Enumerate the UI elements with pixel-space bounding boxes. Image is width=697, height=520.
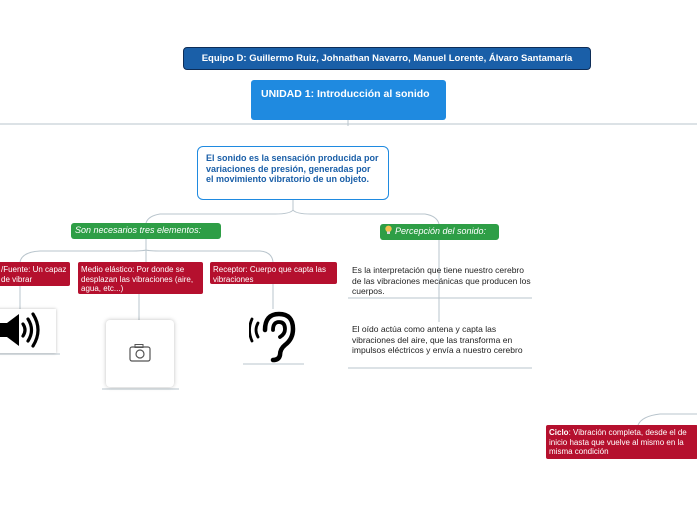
speaker-image[interactable] xyxy=(0,309,56,353)
lightbulb-icon xyxy=(384,225,393,235)
receptor-image[interactable] xyxy=(249,309,299,363)
perception-branch[interactable] xyxy=(380,224,499,240)
receptor-element-text: Receptor: Cuerpo que capta las vibraciones xyxy=(213,265,326,284)
image-placeholder[interactable] xyxy=(106,320,174,387)
definition-text: El sonido es la sensación producida por variaciones de presión, generadas por el movimiento vibratorio de un objeto. xyxy=(206,153,379,184)
perception-item-1[interactable] xyxy=(352,265,532,297)
cycle-text: : Vibración completa, desde el de inicio hasta que vuelve al mismo en la misma condición xyxy=(549,428,687,456)
elements-label: Son necesarios tres elementos: xyxy=(75,225,202,235)
speaker-icon xyxy=(0,309,56,353)
camera-icon xyxy=(106,320,174,387)
perception-item-2-text: El oído actúa como antena y capta las vibraciones del aire, que las transforma en impulsos eléctricos y envía a nuestro cerebro xyxy=(352,324,523,355)
receptor-element-node[interactable] xyxy=(210,262,337,284)
cycle-node[interactable] xyxy=(546,425,697,459)
source-element-text: /Fuente: Un capaz de vibrar xyxy=(1,265,67,284)
definition-node[interactable] xyxy=(197,146,389,200)
team-banner[interactable] xyxy=(183,47,591,70)
hearing-ear-icon xyxy=(249,309,299,363)
unit-title: UNIDAD 1: Introducción al sonido xyxy=(261,88,430,100)
cycle-term: Ciclo xyxy=(549,428,569,437)
perception-item-2[interactable] xyxy=(352,324,532,356)
central-topic-unit[interactable] xyxy=(251,80,446,120)
medium-element-text: Medio elástico: Por donde se desplazan las vibraciones (aire, agua, etc...) xyxy=(81,265,194,293)
perception-label: Percepción del sonido: xyxy=(395,226,487,236)
medium-element-node[interactable] xyxy=(78,262,203,294)
team-label: Equipo D: Guillermo Ruiz, Johnathan Navarro, Manuel Lorente, Álvaro Santamaría xyxy=(201,53,573,64)
perception-item-1-text: Es la interpretación que tiene nuestro cerebro de las vibraciones mecánicas que producen los cuerpos. xyxy=(352,265,531,296)
source-element-node[interactable] xyxy=(0,262,70,286)
elements-branch[interactable] xyxy=(71,223,221,239)
